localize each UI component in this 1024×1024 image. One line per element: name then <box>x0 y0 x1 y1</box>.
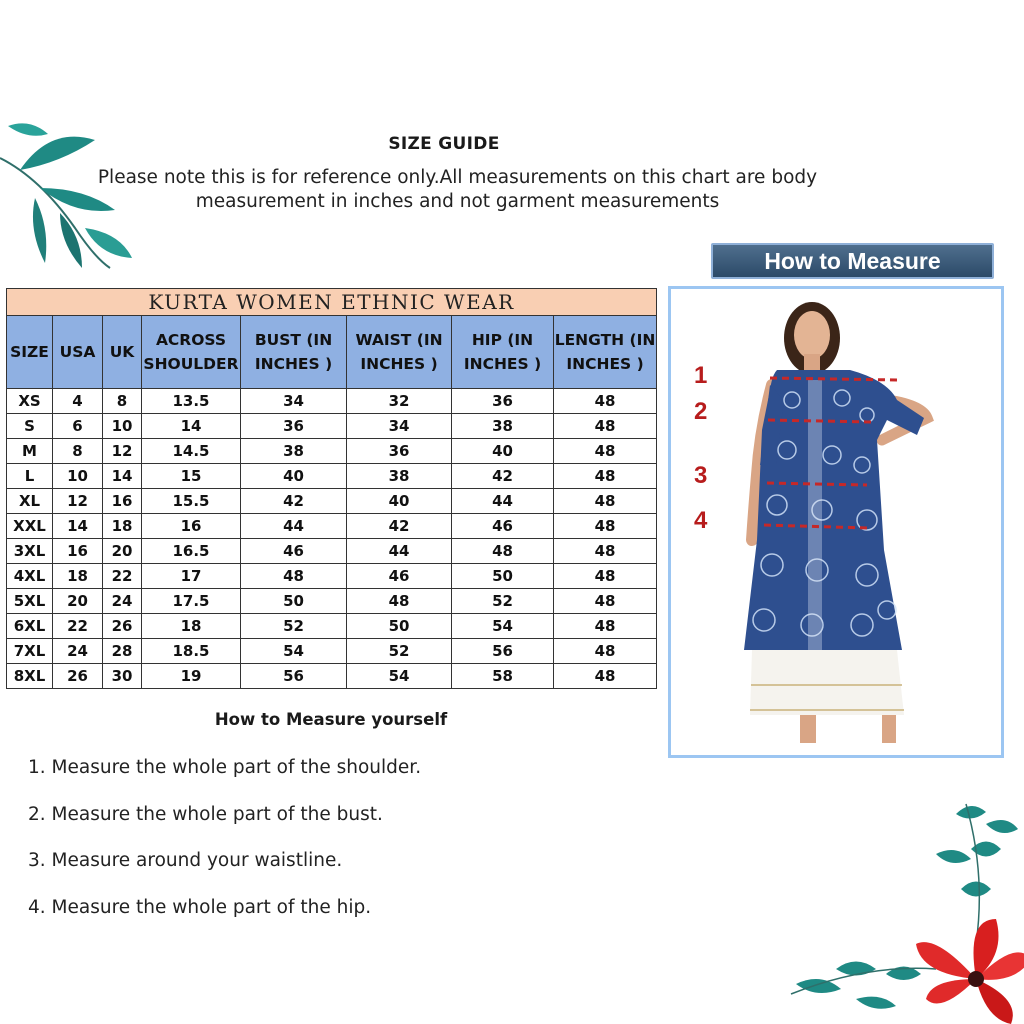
table-cell: 48 <box>554 564 657 589</box>
measure-step: 2. Measure the whole part of the bust. <box>28 803 383 825</box>
table-cell: 48 <box>241 564 347 589</box>
table-cell: 40 <box>452 439 554 464</box>
table-cell: 17 <box>142 564 241 589</box>
table-cell: 15.5 <box>142 489 241 514</box>
table-cell: 30 <box>103 664 142 689</box>
table-cell: 48 <box>554 514 657 539</box>
measure-point-label: 3 <box>694 462 708 489</box>
table-cell: 46 <box>241 539 347 564</box>
col-header: SIZE <box>7 316 53 389</box>
table-cell: 56 <box>452 639 554 664</box>
table-cell: 54 <box>452 614 554 639</box>
table-cell: 52 <box>452 589 554 614</box>
table-cell: 48 <box>554 664 657 689</box>
table-cell: 28 <box>103 639 142 664</box>
table-cell: 20 <box>103 539 142 564</box>
table-cell: 18 <box>53 564 103 589</box>
table-cell: 46 <box>347 564 452 589</box>
table-cell: 54 <box>241 639 347 664</box>
table-cell: 56 <box>241 664 347 689</box>
col-header: WAIST (IN INCHES ) <box>347 316 452 389</box>
table-cell: 8 <box>53 439 103 464</box>
col-header: UK <box>103 316 142 389</box>
table-cell: 8 <box>103 389 142 414</box>
table-cell: 48 <box>554 639 657 664</box>
measure-point-label: 2 <box>694 398 708 425</box>
table-cell: 6XL <box>7 614 53 639</box>
table-cell: 5XL <box>7 589 53 614</box>
table-cell: 15 <box>142 464 241 489</box>
table-row <box>7 389 657 414</box>
table-cell: 13.5 <box>142 389 241 414</box>
table-cell: 18 <box>103 514 142 539</box>
flower-decoration-bottom <box>786 794 1024 1024</box>
table-cell: 38 <box>347 464 452 489</box>
table-row <box>7 639 657 664</box>
table-cell: 42 <box>347 514 452 539</box>
table-row <box>7 439 657 464</box>
table-cell: 3XL <box>7 539 53 564</box>
col-header: HIP (IN INCHES ) <box>452 316 554 389</box>
table-row <box>7 539 657 564</box>
measure-step: 4. Measure the whole part of the hip. <box>28 897 372 919</box>
model-kurta-illustration <box>672 290 1000 754</box>
table-cell: 10 <box>103 414 142 439</box>
table-cell: 14 <box>103 464 142 489</box>
table-cell: 18 <box>142 614 241 639</box>
table-cell: 22 <box>103 564 142 589</box>
table-cell: 44 <box>241 514 347 539</box>
table-cell: L <box>7 464 53 489</box>
col-header: LENGTH (IN INCHES ) <box>554 316 657 389</box>
table-cell: 50 <box>347 614 452 639</box>
table-cell: 48 <box>554 589 657 614</box>
table-cell: XXL <box>7 514 53 539</box>
table-cell: 24 <box>103 589 142 614</box>
table-cell: 4 <box>53 389 103 414</box>
table-cell: 38 <box>241 439 347 464</box>
table-cell: 20 <box>53 589 103 614</box>
col-header: USA <box>53 316 103 389</box>
table-row <box>7 589 657 614</box>
table-cell: 14 <box>142 414 241 439</box>
table-cell: 12 <box>53 489 103 514</box>
table-header-row <box>7 316 657 389</box>
table-row <box>7 414 657 439</box>
size-chart-table <box>6 288 657 689</box>
table-cell: 48 <box>554 614 657 639</box>
table-cell: 18.5 <box>142 639 241 664</box>
table-cell: 36 <box>452 389 554 414</box>
table-cell: 14.5 <box>142 439 241 464</box>
table-cell: 16 <box>142 514 241 539</box>
table-cell: 16 <box>53 539 103 564</box>
table-cell: 42 <box>241 489 347 514</box>
table-cell: 40 <box>347 489 452 514</box>
table-cell: 22 <box>53 614 103 639</box>
table-cell: 6 <box>53 414 103 439</box>
how-to-measure-title: How to Measure yourself <box>214 710 448 729</box>
table-cell: 46 <box>452 514 554 539</box>
table-cell: 4XL <box>7 564 53 589</box>
table-cell: 10 <box>53 464 103 489</box>
table-cell: 44 <box>347 539 452 564</box>
table-cell: 16 <box>103 489 142 514</box>
col-header: ACROSS SHOULDER <box>142 316 241 389</box>
table-cell: XL <box>7 489 53 514</box>
table-cell: 8XL <box>7 664 53 689</box>
table-cell: 50 <box>452 564 554 589</box>
table-cell: M <box>7 439 53 464</box>
table-cell: 12 <box>103 439 142 464</box>
table-cell: 48 <box>452 539 554 564</box>
table-cell: 32 <box>347 389 452 414</box>
table-cell: 48 <box>554 464 657 489</box>
table-row <box>7 464 657 489</box>
measure-point-label: 1 <box>694 362 708 389</box>
table-cell: 48 <box>554 414 657 439</box>
table-cell: 52 <box>241 614 347 639</box>
table-cell: 54 <box>347 664 452 689</box>
page-title: SIZE GUIDE <box>388 134 500 154</box>
table-cell: 50 <box>241 589 347 614</box>
table-row <box>7 564 657 589</box>
table-row <box>7 614 657 639</box>
table-cell: 34 <box>241 389 347 414</box>
table-cell: 7XL <box>7 639 53 664</box>
table-cell: 26 <box>103 614 142 639</box>
table-cell: S <box>7 414 53 439</box>
table-cell: 48 <box>347 589 452 614</box>
how-to-measure-banner: How to Measure <box>711 243 994 279</box>
table-caption: KURTA WOMEN ETHNIC WEAR <box>7 289 657 316</box>
table-cell: 19 <box>142 664 241 689</box>
table-cell: 48 <box>554 439 657 464</box>
table-cell: 34 <box>347 414 452 439</box>
measure-point-label: 4 <box>694 507 708 534</box>
table-cell: 16.5 <box>142 539 241 564</box>
table-cell: 48 <box>554 489 657 514</box>
col-header: BUST (IN INCHES ) <box>241 316 347 389</box>
table-cell: 40 <box>241 464 347 489</box>
table-cell: 44 <box>452 489 554 514</box>
table-cell: 14 <box>53 514 103 539</box>
table-cell: XS <box>7 389 53 414</box>
table-cell: 42 <box>452 464 554 489</box>
table-cell: 36 <box>241 414 347 439</box>
table-row <box>7 514 657 539</box>
measure-step: 1. Measure the whole part of the shoulder. <box>28 757 422 778</box>
measure-steps-list <box>28 754 648 941</box>
table-cell: 17.5 <box>142 589 241 614</box>
reference-note: Please note this is for reference only.All measurements on this chart are body measurement in inches and not garment measurements <box>97 167 818 212</box>
measure-step: 3. Measure around your waistline. <box>28 850 343 872</box>
table-cell: 48 <box>554 539 657 564</box>
table-cell: 38 <box>452 414 554 439</box>
table-cell: 36 <box>347 439 452 464</box>
table-cell: 48 <box>554 389 657 414</box>
table-cell: 52 <box>347 639 452 664</box>
table-cell: 58 <box>452 664 554 689</box>
table-row <box>7 489 657 514</box>
table-row <box>7 664 657 689</box>
table-cell: 26 <box>53 664 103 689</box>
table-cell: 24 <box>53 639 103 664</box>
